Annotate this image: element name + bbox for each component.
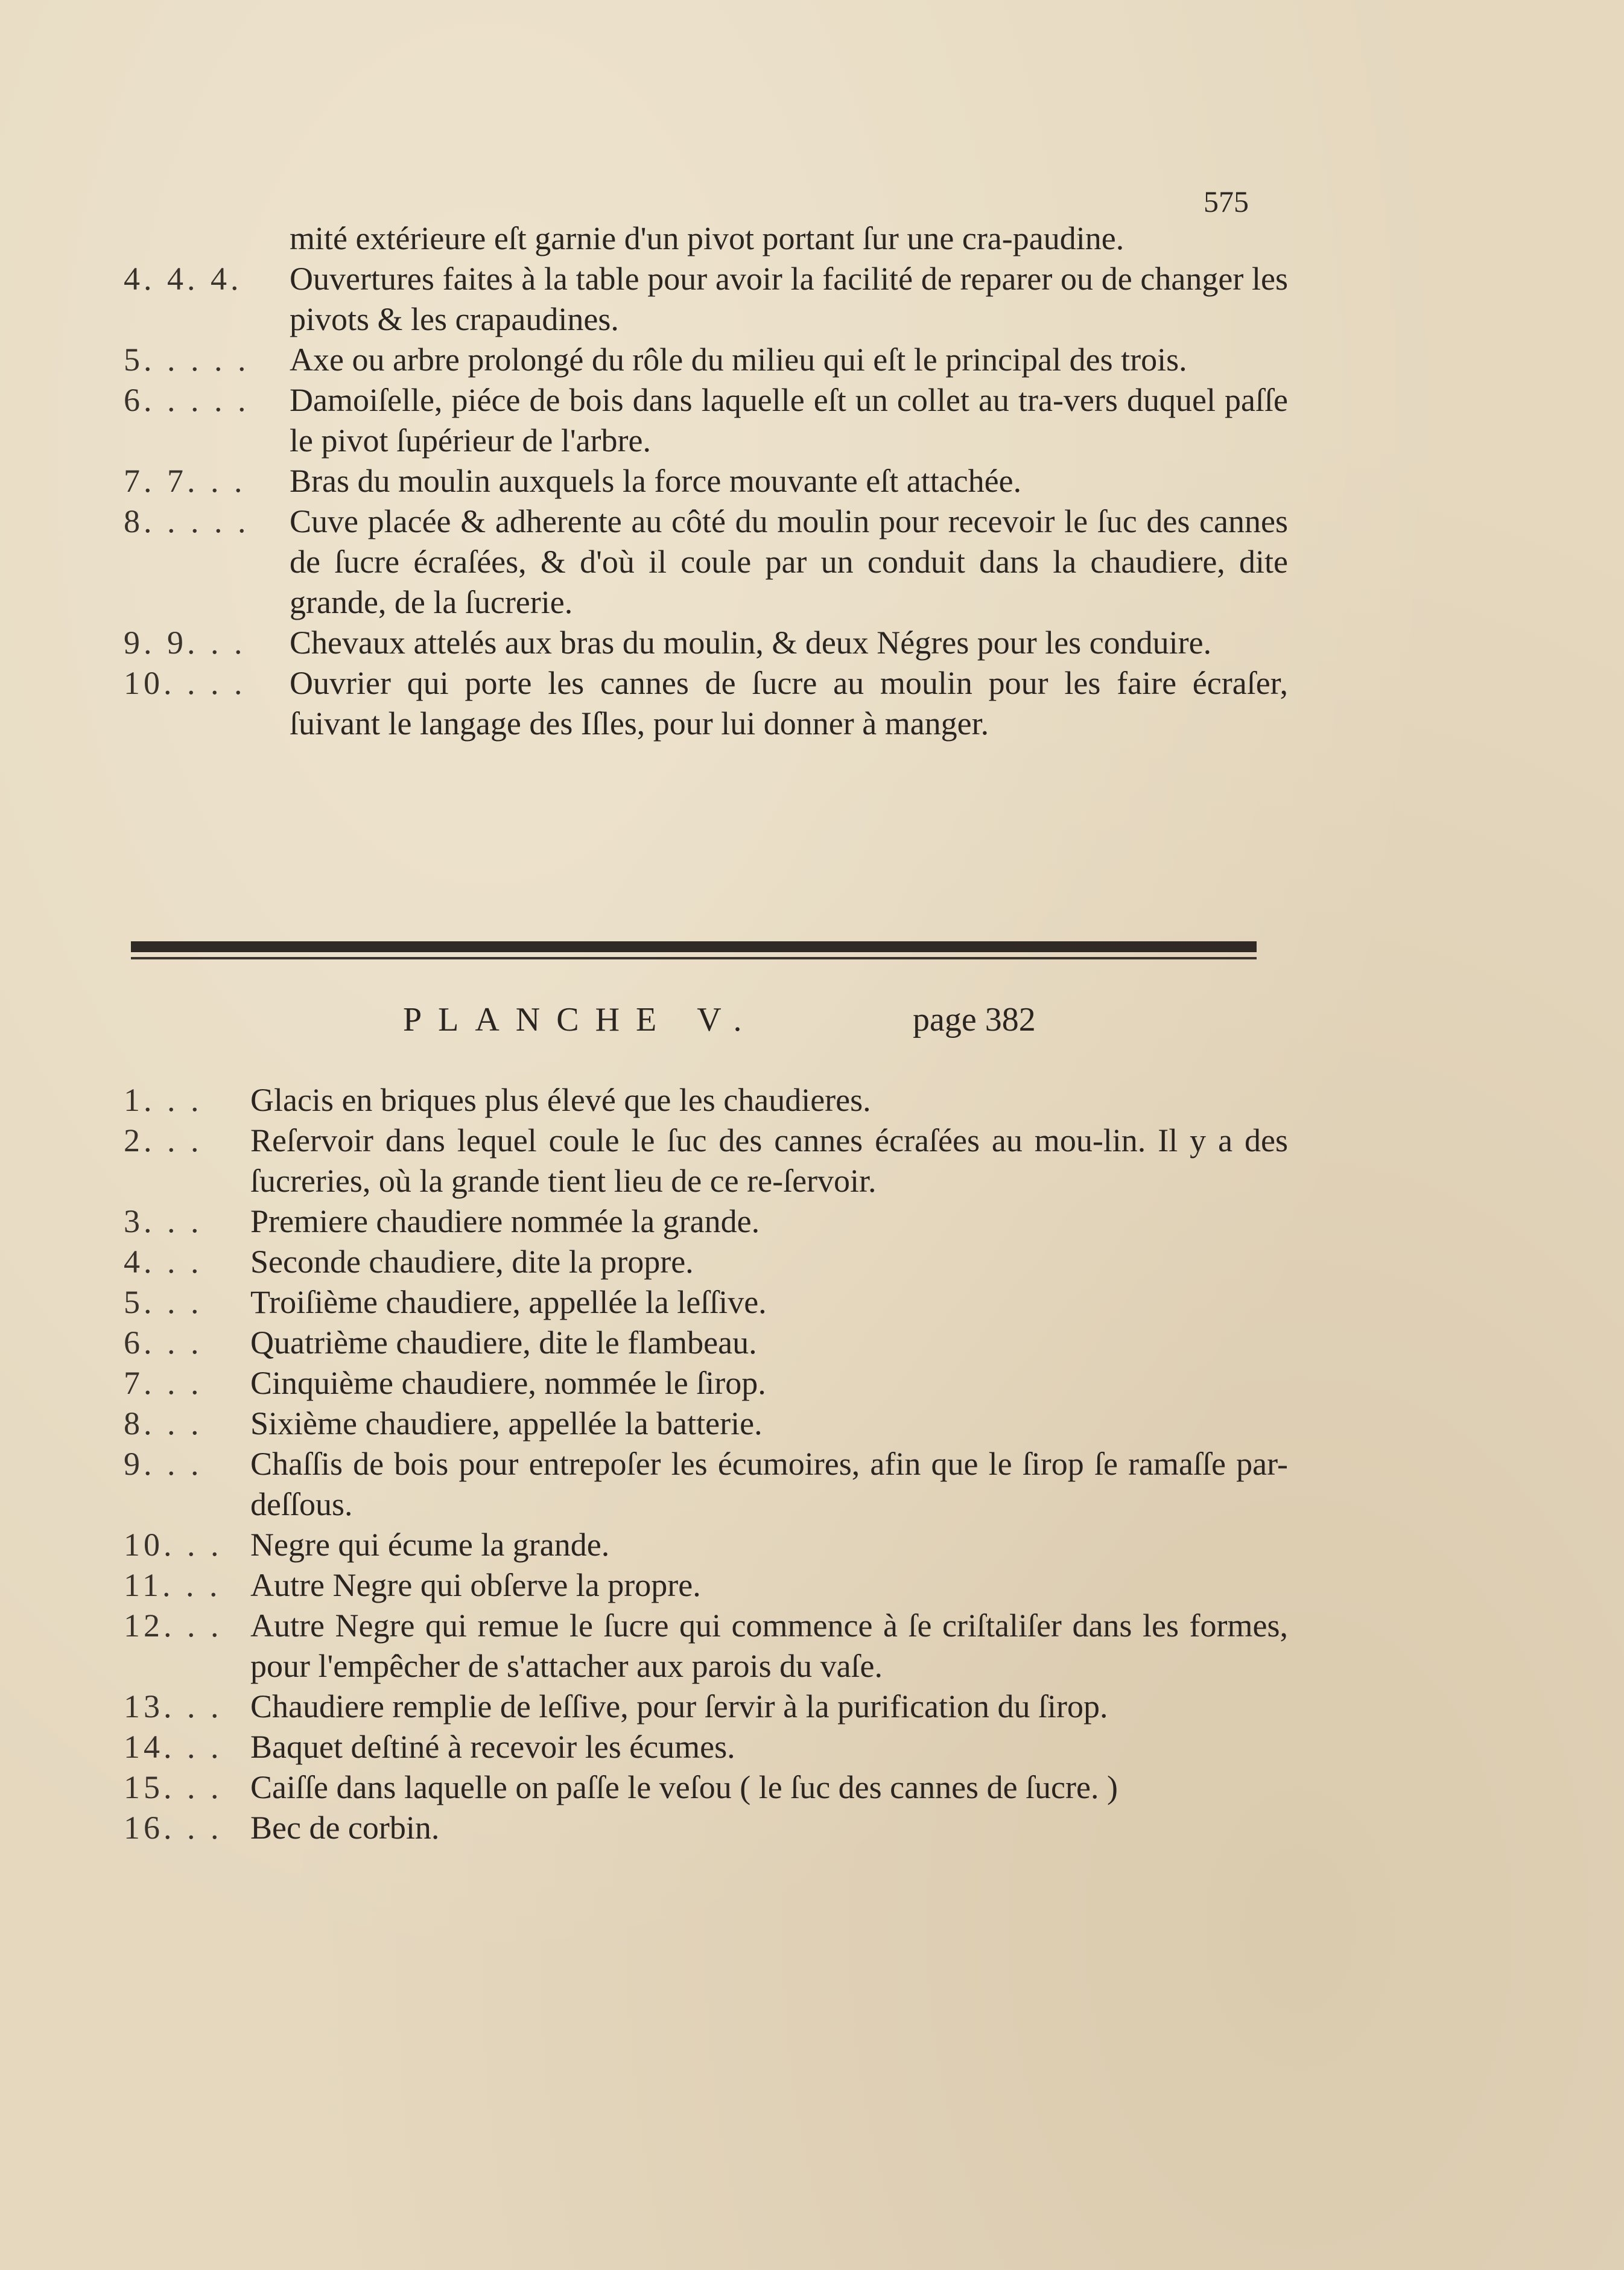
top-entry-list: [124, 259, 1288, 744]
entry-number: 16. . .: [124, 1810, 223, 1846]
entry-text: Troiſième chaudiere, appellée la leſſive.: [250, 1284, 767, 1320]
legend-entry: [124, 1323, 1288, 1363]
entry-number: 6. . . . .: [124, 382, 250, 418]
legend-entry: [124, 1808, 1288, 1848]
entry-text: Quatrième chaudiere, dite le flambeau.: [250, 1324, 757, 1361]
entry-number: 10. . .: [124, 1527, 223, 1563]
legend-entry: [124, 340, 1288, 380]
bottom-entry-list: [124, 1080, 1288, 1848]
entry-text: Damoiſelle, piéce de bois dans laquelle eſt un collet au tra-vers duquel paſſe le pivot ſupérieur de l'arbre.: [290, 382, 1288, 459]
entry-text: Ouvertures faites à la table pour avoir la facilité de reparer ou de changer les pivots & les crapaudines.: [290, 261, 1288, 337]
legend-entry: [124, 1727, 1288, 1767]
entry-text: Chaſſis de bois pour entrepoſer les écumoires, afin que le ſirop ſe ramaſſe par-deſſous.: [250, 1446, 1288, 1522]
entry-number: 8. . .: [124, 1405, 203, 1442]
entry-text: Chaudiere remplie de leſſive, pour ſervir à la purification du ſirop.: [250, 1688, 1108, 1725]
page-number: 575: [1204, 185, 1249, 218]
entry-number: 5. . .: [124, 1284, 203, 1320]
entry-number: 8. . . . .: [124, 503, 250, 539]
entry-number: 15. . .: [124, 1769, 223, 1805]
entry-text: Sixième chaudiere, appellée la batterie.: [250, 1405, 763, 1442]
plate-page-reference: page 382: [913, 1001, 1036, 1038]
entry-text: Cinquième chaudiere, nommée le ſirop.: [250, 1365, 766, 1401]
legend-entry: [124, 501, 1288, 623]
legend-entry: [124, 1565, 1288, 1606]
legend-entry: [124, 1242, 1288, 1282]
entry-text: Autre Negre qui remue le ſucre qui commence à ſe criſtaliſer dans les formes, pour l'empêcher de s'attacher aux parois du vaſe.: [250, 1607, 1288, 1684]
entry-number: 6. . .: [124, 1324, 203, 1361]
legend-entry: [124, 1444, 1288, 1525]
entry-text: Seconde chaudiere, dite la propre.: [250, 1244, 694, 1280]
entry-text: Bec de corbin.: [250, 1810, 440, 1846]
entry-number: 9. . .: [124, 1446, 203, 1482]
plate-heading: [403, 1000, 1187, 1039]
entry-text: Premiere chaudiere nommée la grande.: [250, 1203, 760, 1239]
entry-number: 3. . .: [124, 1203, 203, 1239]
bottom-legend-section: [124, 1080, 1288, 1848]
entry-number: 9. 9. . .: [124, 625, 246, 661]
legend-entry: [124, 1767, 1288, 1808]
entry-number: 4. . .: [124, 1244, 203, 1280]
entry-text: Bras du moulin auxquels la force mouvante eſt attachée.: [290, 463, 1022, 499]
entry-number: 12. . .: [124, 1607, 223, 1644]
legend-entry: [124, 1080, 1288, 1121]
top-legend-section: [124, 218, 1288, 744]
legend-entry: [124, 1404, 1288, 1444]
entry-number: 11. . .: [124, 1567, 221, 1603]
entry-text: Axe ou arbre prolongé du rôle du milieu qui eſt le principal des trois.: [290, 342, 1187, 378]
entry-text: Cuve placée & adherente au côté du moulin pour recevoir le ſuc des cannes de ſucre écraſées, & d'où il coule par un conduit dans la chaudiere, dite grande, de la ſucrerie.: [290, 503, 1288, 620]
continuation-text: mité extérieure eſt garnie d'un pivot portant ſur une cra-paudine.: [290, 220, 1124, 256]
legend-entry: [124, 1525, 1288, 1565]
legend-entry: [124, 1606, 1288, 1687]
legend-entry: [124, 663, 1288, 744]
entry-text: Negre qui écume la grande.: [250, 1527, 610, 1563]
legend-entry: [124, 461, 1288, 501]
entry-text: Caiſſe dans laquelle on paſſe le veſou ( le ſuc des cannes de ſucre. ): [250, 1769, 1118, 1805]
entry-number: 14. . .: [124, 1729, 223, 1765]
entry-text: Ouvrier qui porte les cannes de ſucre au moulin pour les faire écraſer, ſuivant le langage des Iſles, pour lui donner à manger.: [290, 665, 1288, 742]
entry-number: 5. . . . .: [124, 342, 250, 378]
entry-text: Reſervoir dans lequel coule le ſuc des cannes écraſées au mou-lin. Il y a des ſucreries, où la grande tient lieu de ce re-ſervoir.: [250, 1122, 1288, 1199]
legend-entry: [124, 1363, 1288, 1404]
legend-entry: [124, 259, 1288, 340]
divider-rule-thin: [131, 957, 1257, 959]
legend-entry: [124, 1201, 1288, 1242]
legend-entry: [124, 623, 1288, 663]
entry-text: Chevaux attelés aux bras du moulin, & deux Négres pour les conduire.: [290, 625, 1212, 661]
divider-rule-thick: [131, 941, 1257, 952]
legend-entry: [124, 1282, 1288, 1323]
entry-number: 1. . .: [124, 1082, 203, 1118]
entry-number: 10. . . .: [124, 665, 246, 701]
entry-text: Baquet deſtiné à recevoir les écumes.: [250, 1729, 735, 1765]
legend-entry: [124, 380, 1288, 461]
entry-number: 2. . .: [124, 1122, 203, 1159]
legend-entry: [124, 1687, 1288, 1727]
entry-number: 7. 7. . .: [124, 463, 246, 499]
entry-number: 13. . .: [124, 1688, 223, 1725]
entry-text: Autre Negre qui obſerve la propre.: [250, 1567, 701, 1603]
entry-number: 7. . .: [124, 1365, 203, 1401]
plate-title: PLANCHE V.: [403, 1001, 758, 1038]
entry-text: Glacis en briques plus élevé que les chaudieres.: [250, 1082, 871, 1118]
entry-number: 4. 4. 4.: [124, 261, 243, 297]
legend-entry: [124, 1121, 1288, 1201]
